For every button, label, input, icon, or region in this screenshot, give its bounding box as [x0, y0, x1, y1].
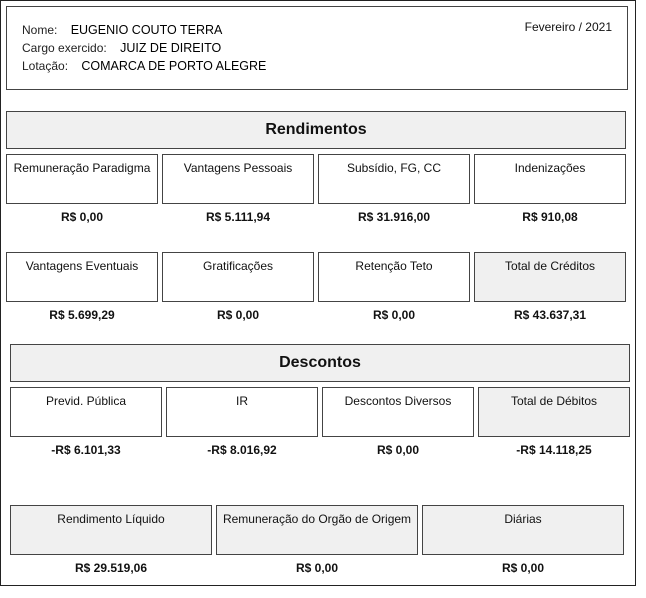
lotacao-value: COMARCA DE PORTO ALEGRE	[81, 59, 267, 73]
lotacao-label: Lotação:	[22, 59, 69, 73]
rendimento-liquido-value: R$ 29.519,06	[74, 561, 148, 575]
remuneracao-paradigma-box: Remuneração Paradigma	[6, 154, 158, 204]
employee-header	[6, 6, 628, 90]
remuneracao-orgao-origem-box: Remuneração do Orgão de Origem	[216, 505, 418, 555]
lotacao-row	[22, 59, 266, 73]
vantagens-pessoais-box: Vantagens Pessoais	[162, 154, 314, 204]
total-debitos-box: Total de Débitos	[478, 387, 630, 437]
rendimento-liquido-box: Rendimento Líquido	[10, 505, 212, 555]
descontos-diversos-box: Descontos Diversos	[322, 387, 474, 437]
descontos-diversos-value: R$ 0,00	[376, 443, 420, 457]
nome-label: Nome:	[22, 23, 58, 37]
ir-value: -R$ 8.016,92	[207, 443, 277, 457]
previd-publica-value: -R$ 6.101,33	[51, 443, 121, 457]
rendimentos-title: Rendimentos	[6, 111, 626, 149]
remuneracao-paradigma-value: R$ 0,00	[60, 210, 104, 224]
period-label: Fevereiro / 2021	[524, 20, 612, 34]
subsidio-box: Subsídio, FG, CC	[318, 154, 470, 204]
total-debitos-value: -R$ 14.118,25	[516, 443, 592, 457]
total-creditos-box: Total de Créditos	[474, 252, 626, 302]
nome-value: EUGENIO COUTO TERRA	[70, 23, 223, 37]
gratificacoes-box: Gratificações	[162, 252, 314, 302]
nome-row	[22, 23, 222, 37]
descontos-title: Descontos	[10, 344, 630, 382]
ir-box: IR	[166, 387, 318, 437]
vantagens-pessoais-value: R$ 5.111,94	[205, 210, 271, 224]
cargo-row	[22, 41, 221, 55]
vantagens-eventuais-value: R$ 5.699,29	[49, 308, 115, 322]
cargo-value: JUIZ DE DIREITO	[120, 41, 222, 55]
diarias-value: R$ 0,00	[501, 561, 545, 575]
gratificacoes-value: R$ 0,00	[216, 308, 260, 322]
previd-publica-box: Previd. Pública	[10, 387, 162, 437]
diarias-box: Diárias	[422, 505, 624, 555]
indenizacoes-value: R$ 910,08	[522, 210, 578, 224]
indenizacoes-box: Indenizações	[474, 154, 626, 204]
vantagens-eventuais-box: Vantagens Eventuais	[6, 252, 158, 302]
retencao-teto-value: R$ 0,00	[372, 308, 416, 322]
remuneracao-orgao-origem-value: R$ 0,00	[295, 561, 339, 575]
total-creditos-value: R$ 43.637,31	[513, 308, 587, 322]
subsidio-value: R$ 31.916,00	[357, 210, 431, 224]
retencao-teto-box: Retenção Teto	[318, 252, 470, 302]
cargo-label: Cargo exercido:	[22, 41, 107, 55]
